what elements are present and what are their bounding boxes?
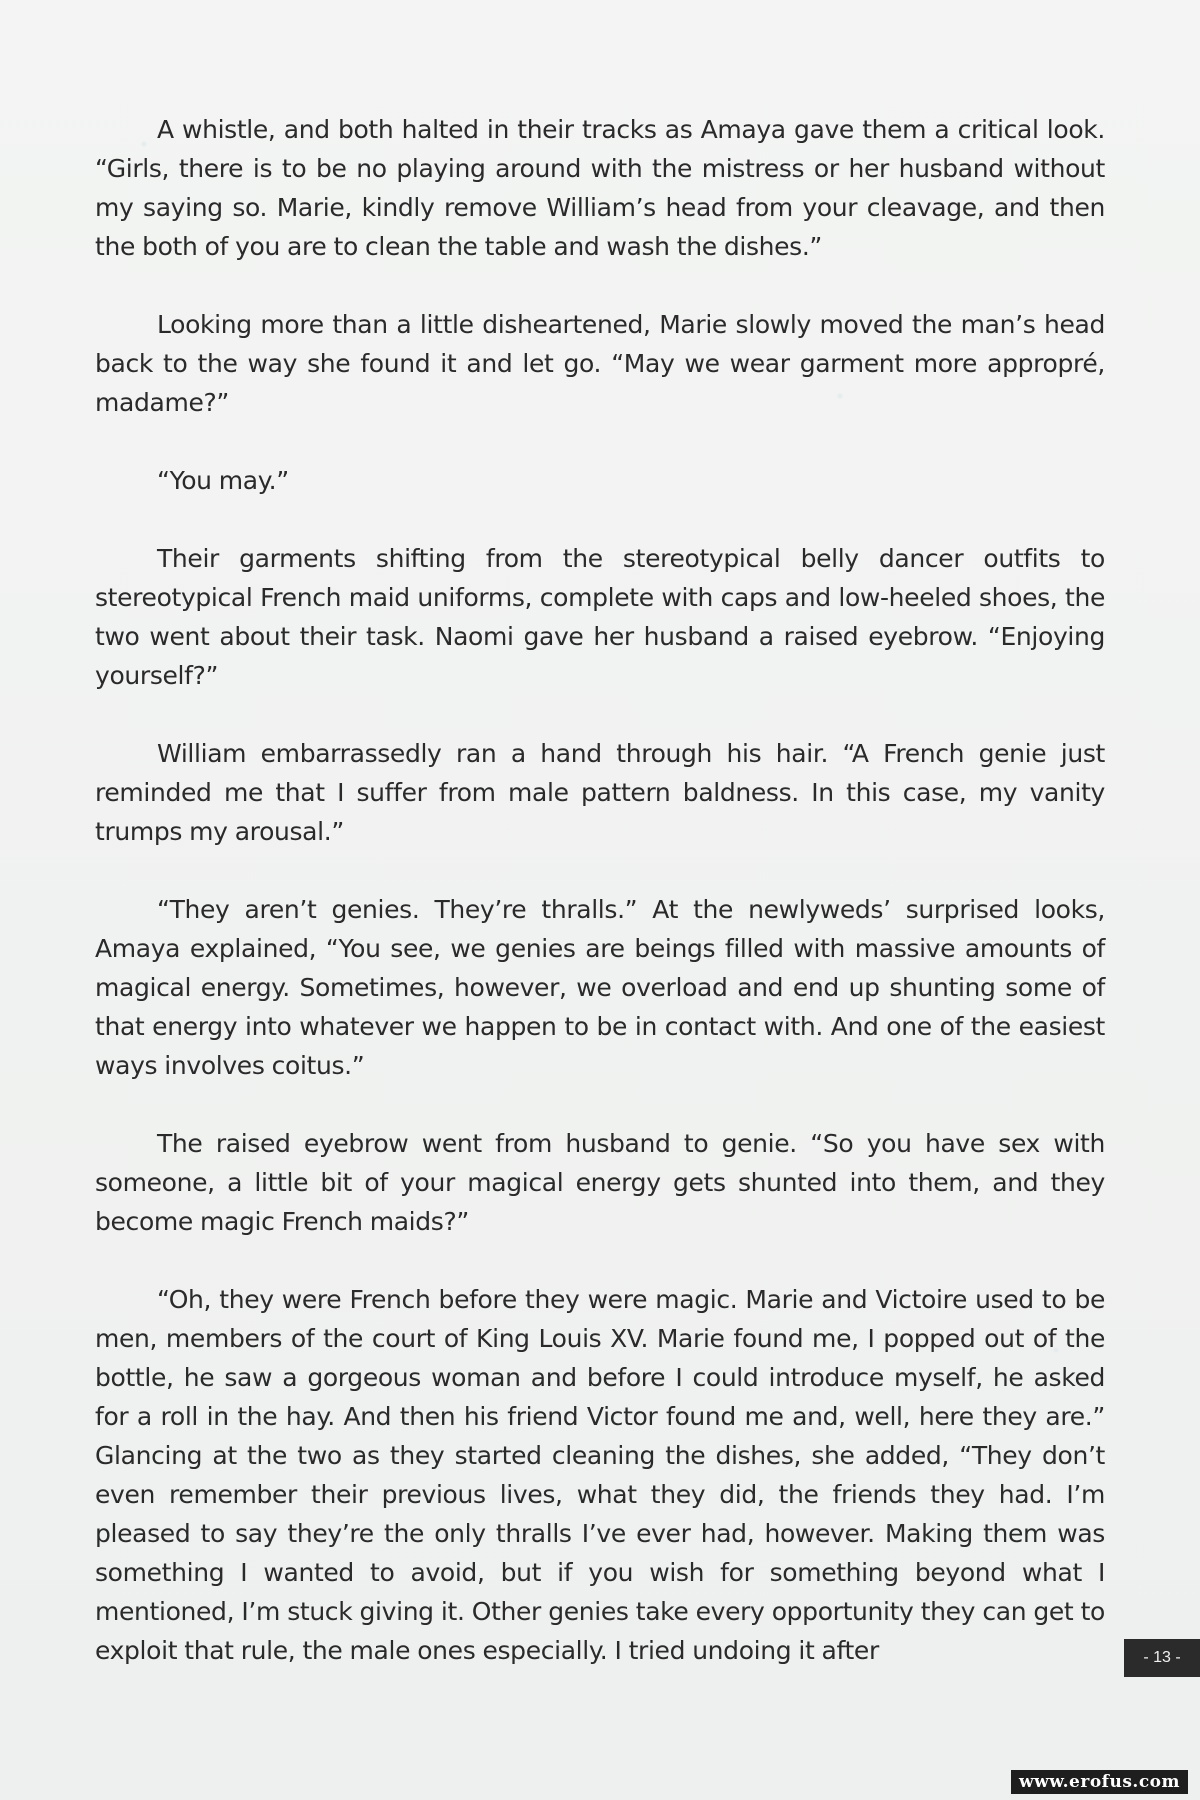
paragraph: “Oh, they were French before they were magic. Marie and Victoire used to be men, members of the court of King Louis XV. Marie found me, I popped out of the bottle, he saw a gorgeous woman and before I could introduce myself, he asked for a roll in the hay. And then his friend Victor found me and, well, here they are.” Glancing at the two as they started cleaning the dishes, she added, “They don’t even remember their previous lives, what they did, the friends they had. I’m pleased to say they’re the only thralls I’ve ever had, however. Making them was something I wanted to avoid, but if you wish for something beyond what I mentioned, I’m stuck giving it. Other genies take every opportunity they can get to exploit that rule, the male ones especially. I tried undoing it after <box>95 1285 1105 1665</box>
page-number: - 13 - <box>1124 1639 1200 1677</box>
paragraph: A whistle, and both halted in their tracks as Amaya gave them a critical look. “Girls, there is to be no playing around with the mistress or her husband without my saying so. Marie, kindly remove William’s head from your cleavage, and then the both of you are to clean the table and wash the dishes.” <box>95 115 1105 261</box>
paragraph: The raised eyebrow went from husband to genie. “So you have sex with someone, a little bit of your magical energy gets shunted into them, and they become magic French maids?” <box>95 1129 1105 1236</box>
watermark[interactable]: www.erofus.com <box>1011 1770 1188 1794</box>
paragraph: Looking more than a little disheartened, Marie slowly moved the man’s head back to the way she found it and let go. “May we wear garment more appropré, madame?” <box>95 310 1105 417</box>
paragraph: Their garments shifting from the stereotypical belly dancer outfits to stereotypical French maid uniforms, complete with caps and low-heeled shoes, the two went about their task. Naomi gave her husband a raised eyebrow. “Enjoying yourself?” <box>95 544 1105 690</box>
body-text <box>95 110 1105 1709</box>
paragraph: “They aren’t genies. They’re thralls.” At the newlyweds’ surprised looks, Amaya explained, “You see, we genies are beings filled with massive amounts of magical energy. Sometimes, however, we overload and end up shunting some of that energy into whatever we happen to be in contact with. And one of the easiest ways involves coitus.” <box>95 895 1105 1080</box>
paragraph: William embarrassedly ran a hand through his hair. “A French genie just reminded me that I suffer from male pattern baldness. In this case, my vanity trumps my arousal.” <box>95 739 1105 846</box>
paragraph: “You may.” <box>157 466 289 495</box>
